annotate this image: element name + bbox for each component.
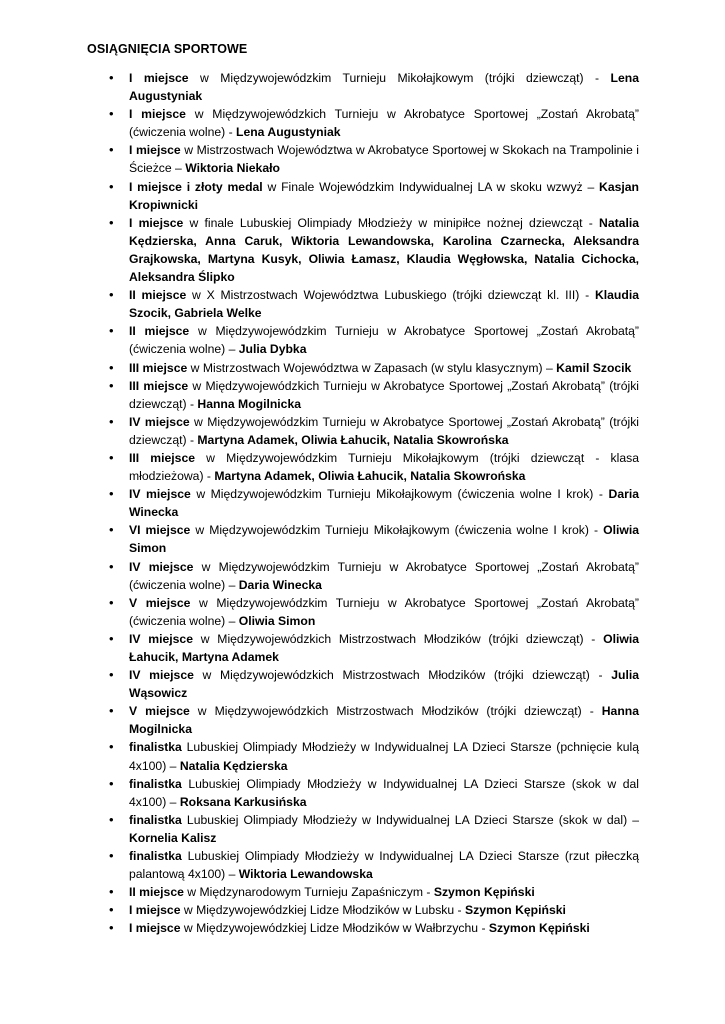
achievement-description: w Międzywojewódzkich Turnieju w Akrobatyce Sportowej „Zostań Akrobatą” (trójki dziewcząt) - — [129, 378, 639, 411]
achievement-description: w Mistrzostwach Województwa w Akrobatyce Sportowej w Skokach na Trampolinie i Ścieżce – — [129, 143, 640, 176]
list-item — [109, 702, 639, 738]
achievement-athletes: Kasjan Kropiwnicki — [129, 179, 639, 212]
achievement-athletes: Szymon Kępiński — [433, 885, 535, 900]
achievement-description: w Mistrzostwach Województwa w Zapasach (w stylu klasycznym) – — [187, 360, 557, 375]
achievement-athletes: Hanna Mogilnicka — [197, 396, 302, 411]
bullet-icon: • — [109, 630, 114, 646]
achievement-description: w Finale Wojewódzkim Indywidualnej LA w skoku wzwyż – — [262, 179, 600, 194]
achievement-athletes: Szymon Kępiński — [488, 921, 590, 936]
achievement-placement: finalistka — [129, 740, 182, 755]
list-item — [109, 413, 639, 449]
achievement-placement: VI miejsce — [129, 523, 191, 538]
list-item — [109, 775, 639, 811]
list-item — [109, 594, 639, 630]
achievement-placement: I miejsce — [129, 215, 184, 230]
list-item — [109, 901, 639, 919]
list-item — [109, 738, 639, 774]
list-item — [109, 286, 639, 322]
achievement-description: w Międzywojewódzkim Turnieju w Akrobatyce Sportowej „Zostań Akrobatą” (ćwiczenia wolne) – — [129, 324, 639, 357]
bullet-icon: • — [109, 359, 114, 375]
achievement-placement: IV miejsce — [129, 668, 194, 683]
achievement-placement: III miejsce — [129, 378, 189, 393]
achievement-placement: finalistka — [129, 812, 182, 827]
list-item — [109, 105, 639, 141]
bullet-icon: • — [109, 848, 114, 864]
achievement-athletes: Julia Wąsowicz — [129, 668, 639, 701]
bullet-icon: • — [109, 449, 114, 465]
achievement-athletes: Roksana Karkusińska — [179, 794, 307, 809]
achievement-description: Lubuskiej Olimpiady Młodzieży w Indywidualnej LA Dzieci Starsze (rzut piłeczką palantową 4x100) – — [129, 849, 639, 882]
list-item — [109, 377, 639, 413]
achievement-placement: IV miejsce — [129, 414, 190, 429]
achievement-athletes: Natalia Kędzierska — [179, 758, 288, 773]
achievement-placement: IV miejsce — [129, 559, 194, 574]
achievement-placement: I miejsce i złoty medal — [129, 179, 263, 194]
bullet-icon: • — [109, 667, 114, 683]
bullet-icon: • — [109, 178, 114, 194]
achievements-list — [109, 69, 640, 938]
bullet-icon: • — [109, 486, 114, 502]
achievement-description: w Międzywojewódzkim Turnieju Mikołajkowym (trójki dziewcząt - klasa młodzieżowa) - — [129, 450, 639, 484]
bullet-icon: • — [109, 739, 114, 755]
achievement-athletes: Daria Winecka — [238, 577, 322, 592]
achievement-placement: V miejsce — [129, 704, 190, 719]
achievement-description: w Międzynarodowym Turnieju Zapaśniczym - — [183, 885, 434, 900]
bullet-icon: • — [109, 920, 114, 936]
bullet-icon: • — [109, 775, 114, 791]
achievement-description: w Międzywojewódzkim Turnieju w Akrobatyce Sportowej „Zostań Akrobatą” (trójki dziewcząt) - — [129, 414, 639, 447]
achievement-placement: II miejsce — [129, 324, 190, 339]
list-item — [109, 847, 639, 883]
achievement-athletes: Julia Dybka — [238, 342, 307, 357]
achievement-athletes: Wiktoria Niekało — [185, 161, 280, 176]
achievement-athletes: Natalia Kędzierska, Anna Caruk, Wiktoria Lewandowska, Karolina Czarnecka, Aleksandra Grajkowska, Martyna Kusyk, Oliwia Łamasz, Klaudia Węgłowska, Natalia Cichocka, Aleksandra Ślipko — [129, 215, 639, 285]
list-item — [109, 558, 639, 594]
list-item — [109, 69, 639, 105]
bullet-icon: • — [109, 214, 114, 230]
bullet-icon: • — [109, 287, 114, 303]
achievement-athletes: Szymon Kępiński — [464, 903, 566, 918]
list-item — [109, 666, 639, 702]
bullet-icon: • — [109, 106, 114, 122]
achievement-description: w X Mistrzostwach Województwa Lubuskiego (trójki dziewcząt kl. III) - — [186, 288, 595, 303]
achievement-description: w finale Lubuskiej Olimpiady Młodzieży w minipiłce nożnej dziewcząt - — [183, 215, 600, 230]
achievement-athletes: Oliwia Simon — [238, 613, 316, 628]
list-item — [109, 449, 639, 485]
bullet-icon: • — [109, 323, 114, 339]
bullet-icon: • — [109, 377, 114, 393]
achievement-placement: I miejsce — [129, 71, 189, 85]
bullet-icon: • — [109, 884, 114, 900]
achievement-athletes: Hanna Mogilnicka — [129, 704, 639, 737]
achievement-placement: III miejsce — [129, 360, 188, 375]
bullet-icon: • — [109, 558, 114, 574]
achievement-placement: finalistka — [129, 776, 182, 791]
achievement-description: w Międzywojewódzkich Mistrzostwach Młodzików (trójki dziewcząt) - — [193, 631, 604, 646]
list-item — [109, 485, 640, 521]
achievement-athletes: Wiktoria Lewandowska — [238, 867, 373, 882]
achievement-athletes: Klaudia Szocik, Gabriela Welke — [129, 288, 639, 321]
achievement-placement: II miejsce — [129, 288, 187, 303]
achievement-description: w Międzywojewódzkim Turnieju Mikołajkowym (trójki dziewcząt) - — [188, 71, 611, 85]
list-item — [109, 214, 639, 286]
bullet-icon: • — [109, 413, 114, 429]
list-item — [109, 811, 639, 847]
achievement-description: Lubuskiej Olimpiady Młodzieży w Indywidualnej LA Dzieci Starsze (pchnięcie kulą 4x100) – — [129, 740, 639, 773]
list-item — [109, 630, 640, 666]
bullet-icon: • — [109, 902, 114, 918]
bullet-icon: • — [109, 811, 114, 827]
achievement-description: w Międzywojewódzkim Turnieju Mikołajkowym (ćwiczenia wolne I krok) - — [190, 487, 609, 502]
achievement-description: w Międzywojewódzkim Turnieju w Akrobatyce Sportowej „Zostań Akrobatą” (ćwiczenia wolne) – — [129, 559, 639, 592]
list-item — [109, 141, 640, 177]
achievement-athletes: Kornelia Kalisz — [129, 830, 217, 845]
achievement-placement: I miejsce — [129, 921, 181, 936]
achievement-description: Lubuskiej Olimpiady Młodzieży w Indywidualnej LA Dzieci Starsze (skok w dal) – — [181, 812, 639, 827]
achievement-description: w Międzywojewódzkich Mistrzostwach Młodzików (trójki dziewcząt) - — [189, 704, 602, 719]
achievement-placement: II miejsce — [129, 885, 184, 900]
achievement-placement: IV miejsce — [129, 631, 193, 646]
list-item — [109, 178, 639, 214]
achievement-description: w Międzywojewódzkiej Lidze Młodzików w Wałbrzychu - — [180, 921, 489, 936]
bullet-icon: • — [109, 70, 114, 85]
achievement-placement: I miejsce — [129, 903, 181, 918]
page-title: OSIĄGNIĘCIA SPORTOWE — [87, 42, 248, 56]
achievement-placement: V miejsce — [129, 595, 191, 610]
achievement-placement: I miejsce — [129, 107, 186, 122]
achievement-athletes: Martyna Adamek, Oliwia Łahucik, Natalia Skowrońska — [197, 432, 509, 447]
achievement-description: w Międzywojewódzkiej Lidze Młodzików w Lubsku - — [180, 903, 465, 918]
achievement-description: w Międzywojewódzkich Mistrzostwach Młodzików (trójki dziewcząt) - — [193, 668, 612, 683]
list-item — [109, 359, 639, 377]
bullet-icon: • — [109, 522, 114, 538]
achievement-description: w Międzywojewódzkich Turnieju w Akrobatyce Sportowej „Zostań Akrobatą” (ćwiczenia wolne) - — [129, 107, 639, 140]
list-item — [109, 322, 639, 358]
achievement-description: w Międzywojewódzkim Turnieju Mikołajkowym (ćwiczenia wolne I krok) - — [190, 523, 604, 538]
bullet-icon: • — [109, 703, 114, 719]
bullet-icon: • — [109, 594, 114, 610]
achievement-placement: IV miejsce — [129, 487, 191, 502]
achievement-placement: III miejsce — [129, 450, 196, 465]
list-item — [109, 883, 639, 901]
achievement-athletes: Lena Augustyniak — [236, 125, 341, 140]
achievement-athletes: Daria Winecka — [129, 487, 640, 520]
achievement-description: w Międzywojewódzkim Turnieju w Akrobatyce Sportowej „Zostań Akrobatą” (ćwiczenia wolne) – — [129, 595, 639, 628]
achievement-athletes: Kamil Szocik — [556, 360, 632, 375]
list-item — [109, 919, 639, 937]
achievement-athletes: Oliwia Simon — [129, 523, 640, 556]
achievement-placement: I miejsce — [129, 143, 181, 158]
achievement-placement: finalistka — [129, 849, 182, 864]
achievement-athletes: Oliwia Łahucik, Martyna Adamek — [129, 631, 640, 664]
bullet-icon: • — [109, 142, 114, 158]
achievement-description: Lubuskiej Olimpiady Młodzieży w Indywidualnej LA Dzieci Starsze (skok w dal 4x100) – — [129, 776, 639, 809]
achievement-athletes: Lena Augustyniak — [129, 71, 639, 104]
list-item — [109, 521, 640, 557]
achievement-athletes: Martyna Adamek, Oliwia Łahucik, Natalia Skowrońska — [214, 469, 526, 484]
